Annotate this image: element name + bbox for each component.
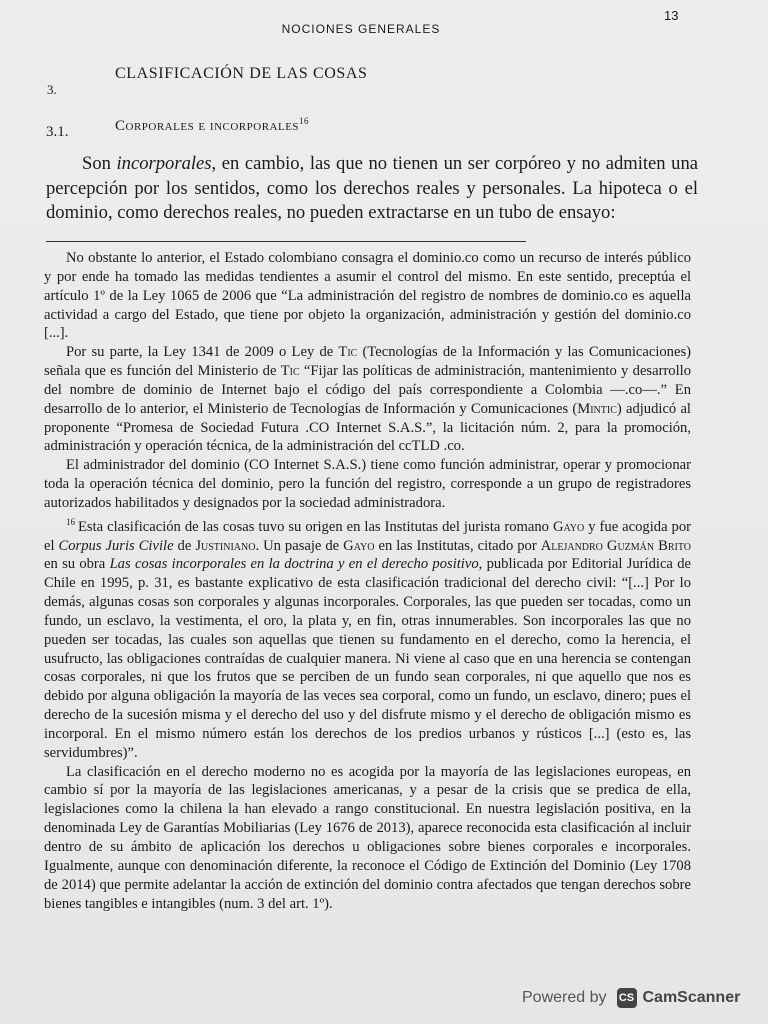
- subsection-number: 3.1.: [46, 124, 69, 140]
- note-smallcaps: Tic: [280, 363, 300, 380]
- page-number: 13: [664, 8, 679, 23]
- note-smallcaps: Justiniano: [195, 537, 256, 554]
- running-title: NOCIONES GENERALES: [281, 22, 441, 36]
- note-text-run: Esta clasificación de las cosas tuvo su origen en las Institutas del jurista romano: [78, 518, 553, 535]
- note-smallcaps: Mintic: [577, 400, 617, 417]
- camscanner-logo-icon: CS: [617, 988, 637, 1008]
- camscanner-brand: CamScanner: [642, 989, 741, 1006]
- footnote-marker: 16: [66, 516, 75, 527]
- section-title: CLASIFICACIÓN DE LAS COSAS: [115, 65, 368, 82]
- note-text-run: (Tecnologías de la Información y las Comunicaciones) señala que es función del Ministerio de: [44, 344, 691, 380]
- note-text-run: , publicada por Editorial Jurídica de Chile en 1995, p. 31, es bastante explicativo de esta clasificación tradicional del derecho civil: “[...] Por lo demás, algunas cosas son corporales y algunas incorporales. Corporales, las que pueden ser tocadas, como un fundo, un esclavo, la vestimenta, el oro, la plata y, en fin, otras innumerables. Son incorporales las que no pueden ser tocadas, las cuales son aquellas que tienen su fundamento en el derecho, como la herencia, el usufructo, las obligaciones contraídas de cualquier manera. Ni viene al caso que en una herencia se contengan cosas corporales, ni que los frutos que se perciben de un fundo sean corporales, ni que aquello que nos es debido por alguna obligación la mayoría de las veces sea corporal, como un fundo, un esclavo, dinero; pues el derecho de la sucesión misma y el derecho del uso y del disfrute mismo y el derecho de obligación mismo es incorporal. En el mismo número están los derechos de los predios urbanos y rústicos [...] (esto es, las servidumbres)”.: [44, 556, 691, 761]
- main-body-text: [46, 152, 698, 226]
- note-text-run: de: [173, 537, 196, 554]
- note-text-run: Por su parte, la Ley 1341 de 2009 o Ley de: [66, 344, 339, 361]
- note-text-run: y fue acogida por el: [44, 518, 692, 554]
- body-paragraph: [46, 152, 698, 226]
- note-text-run: en su obra: [44, 556, 110, 573]
- subsection-title: [115, 116, 309, 135]
- footnote-paragraph: No obstante lo anterior, el Estado colombiano consagra el dominio.co como un recurso de interés público y por ende ha tomado las medidas tendientes a asumir el control del mismo. En este sentido, preceptúa el artículo 1º de la Ley 1065 de 2006 que “La administración del registro de nombres de dominio.co es aquella actividad a cargo del Estado, que tiene por objeto la organización, administración y gestión del dominio.co [...].: [44, 250, 691, 342]
- footnotes: [44, 249, 691, 913]
- note-text-run: en las Institutas, citado por: [374, 537, 541, 554]
- footnote-paragraph: El administrador del dominio (CO Internet S.A.S.) tiene como función administrar, operar y promocionar toda la operación técnica del dominio, pero la función del registro, corresponde a un grupo de registradores autorizados habilitados y designados por la sociedad administradora.: [44, 457, 691, 511]
- note-smallcaps: Tic: [338, 344, 358, 361]
- note-italic: Corpus Juris Civile: [58, 537, 174, 554]
- footnote-paragraph: La clasificación en el derecho moderno no es acogida por la mayoría de las legislaciones europeas, en cambio sí por la mayoría de las legislaciones americanas, y a pesar de la crisis que se predica de ella, legislaciones como la chilena la han elevado a rango constitucional. En nuestra legislación positiva, en la denominada Ley de Garantías Mobiliarias (Ley 1676 de 2013), aparece reconocida esta clasificación al incluir dentro de su ámbito de aplicación los derechos u obligaciones sobre bienes corporales e incorporales. Igualmente, aunque con denominación diferente, la reconoce el Código de Extinción del Dominio (Ley 1708 de 2014) que permite adelantar la acción de extinción del dominio contra afectados que tengan derechos sobre bienes tangibles e intangibles (num. 3 del art. 1º).: [44, 763, 691, 912]
- emphasis-incorporales: incorporales: [116, 153, 212, 174]
- footnote-16: [44, 513, 691, 763]
- note-text-run: ) adjudicó al proponente “Promesa de Sociedad Futura .CO Internet S.A.S.”, la licitación núm. 2, para la promoción, administración y operación técnica, de la administración del ccTLD .co.: [44, 400, 691, 455]
- body-text-run: , en cambio, las que no tienen un ser corpóreo y no admiten una percepción por los sentidos, como los derechos reales y personales. La hipoteca o el dominio, como derechos reales, no pueden extractarse en un tubo de ensayo:: [46, 153, 699, 223]
- footnote-reference: 16: [299, 116, 310, 126]
- powered-by-text: Powered by: [522, 989, 607, 1006]
- section-number: 3.: [47, 82, 57, 97]
- note-text-run: . Un pasaje de: [255, 537, 344, 554]
- note-smallcaps: Gayo: [343, 537, 375, 554]
- footnote-paragraph: [44, 343, 691, 456]
- note-smallcaps: Alejandro Guzmán Brito: [540, 537, 691, 554]
- body-text-run: Son: [82, 153, 117, 174]
- note-text-run: “Fijar las políticas de administración, mantenimiento y desarrollo del nombre de dominio de Internet bajo el código del país correspondiente a Colombia —.co—.” En desarrollo de lo anterior, el Ministerio de Tecnologías de Información y Comunicaciones (: [44, 363, 692, 417]
- note-smallcaps: Gayo: [552, 518, 585, 535]
- camscanner-watermark: [522, 986, 740, 1010]
- note-italic: Las cosas incorporales en la doctrina y en el derecho positivo: [109, 556, 479, 573]
- footnote-separator: [46, 241, 526, 242]
- subsection-title-text: Corporales e incorporales: [115, 118, 300, 134]
